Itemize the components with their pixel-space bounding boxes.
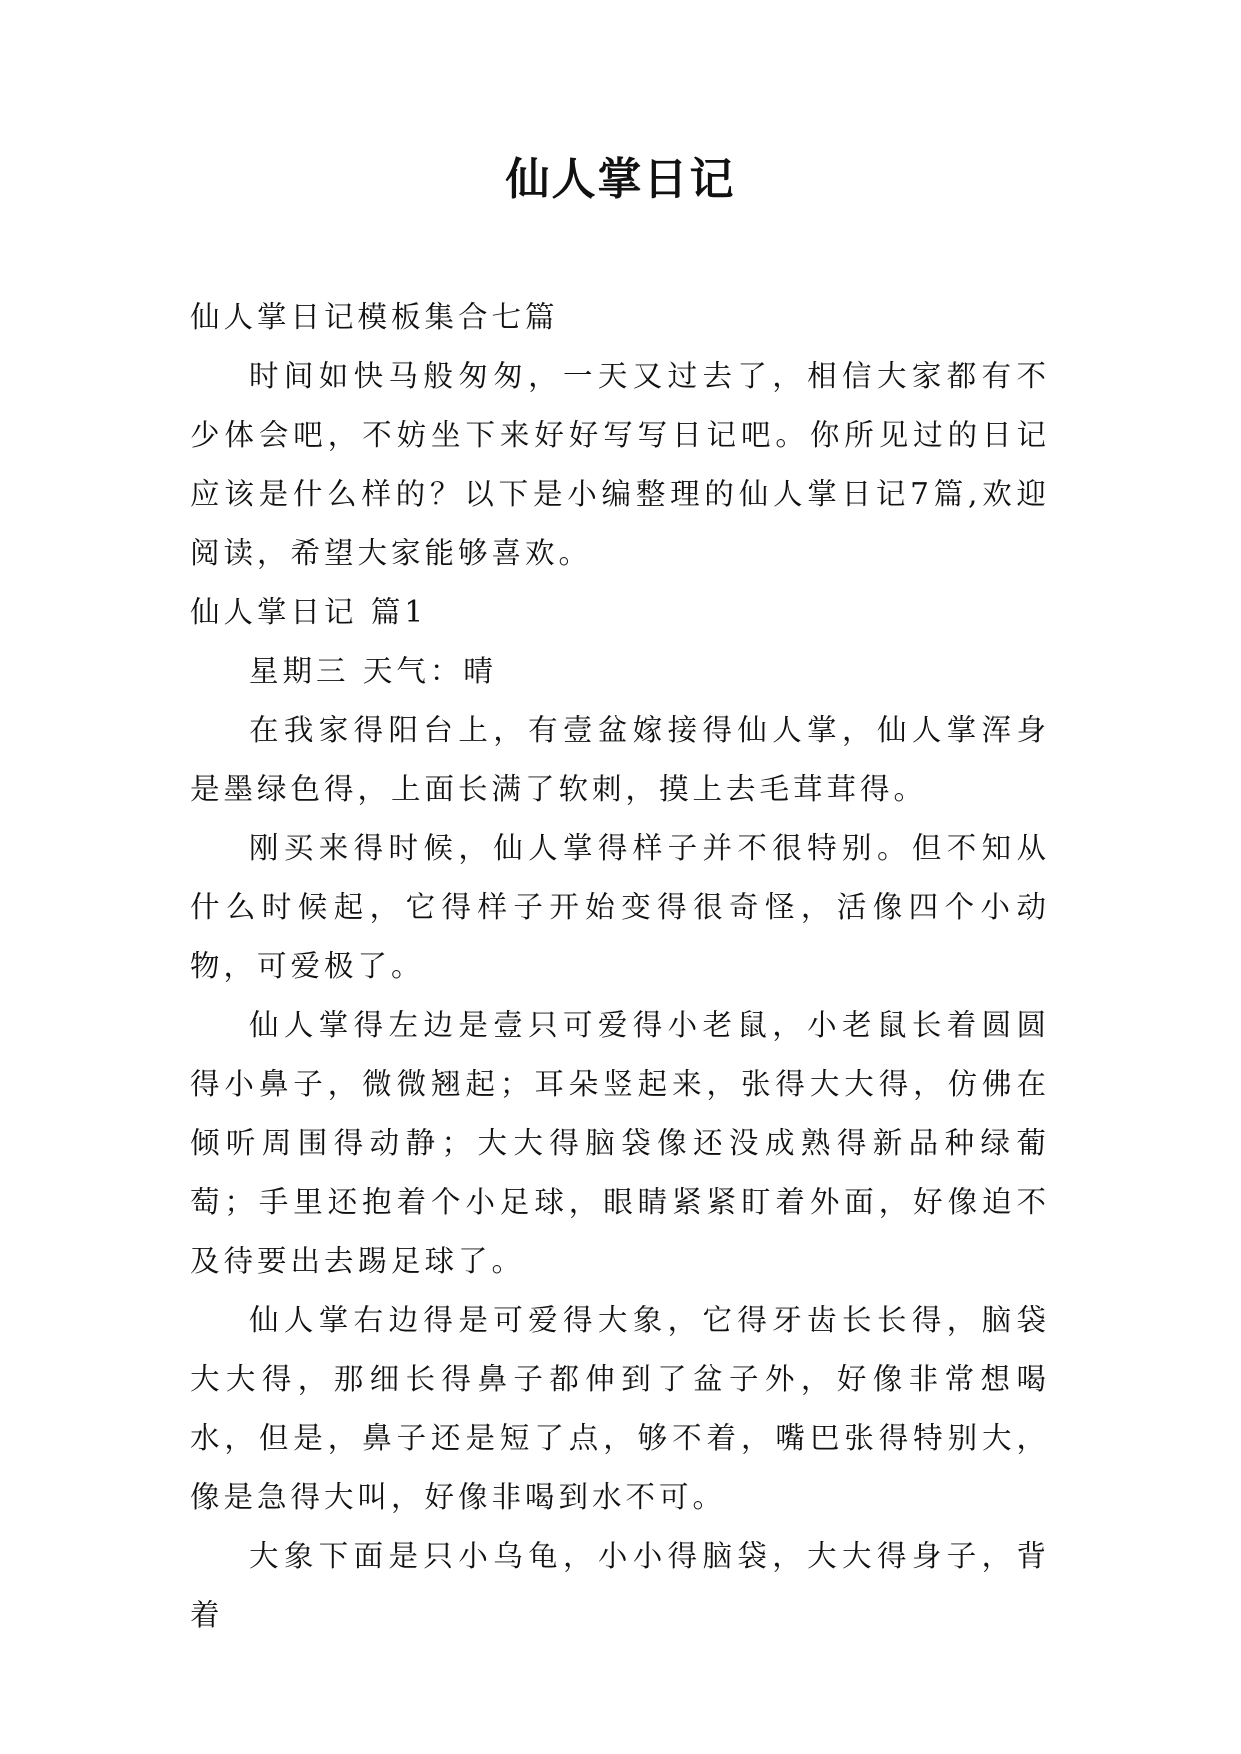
document-body: [190, 288, 1050, 1645]
page-title: 仙人掌日记: [505, 154, 736, 205]
paragraph: 大象下面是只小乌龟，小小得脑袋，大大得身子，背着: [190, 1539, 1050, 1632]
section-heading: 仙人掌日记 篇1: [190, 595, 428, 629]
paragraph: 仙人掌得左边是壹只可爱得小老鼠，小老鼠长着圆圆得小鼻子，微微翘起；耳朵竖起来，张得大大得，仿佛在倾听周围得动静；大大得脑袋像还没成熟得新品种绿葡萄；手里还抱着个小足球，眼睛紧紧盯着外面，好像迫不及待要出去踢足球了。: [190, 1008, 1050, 1278]
paragraph: 在我家得阳台上，有壹盆嫁接得仙人掌，仙人掌浑身是墨绿色得，上面长满了软刺，摸上去毛茸茸得。: [190, 713, 1050, 806]
paragraph-intro: 时间如快马般匆匆，一天又过去了，相信大家都有不少体会吧，不妨坐下来好好写写日记吧。你所见过的日记应该是什么样的？以下是小编整理的仙人掌日记7篇,欢迎阅读，希望大家能够喜欢。: [190, 359, 1050, 570]
paragraph: 仙人掌右边得是可爱得大象，它得牙齿长长得，脑袋大大得，那细长得鼻子都伸到了盆子外，好像非常想喝水，但是，鼻子还是短了点，够不着，嘴巴张得特别大，像是急得大叫，好像非喝到水不可。: [190, 1303, 1050, 1514]
paragraph-date-weather: 星期三 天气：晴: [249, 654, 497, 688]
paragraph-subtitle: 仙人掌日记模板集合七篇: [190, 300, 559, 334]
paragraph: 刚买来得时候，仙人掌得样子并不很特别。但不知从什么时候起，它得样子开始变得很奇怪，活像四个小动物，可爱极了。: [190, 831, 1050, 983]
